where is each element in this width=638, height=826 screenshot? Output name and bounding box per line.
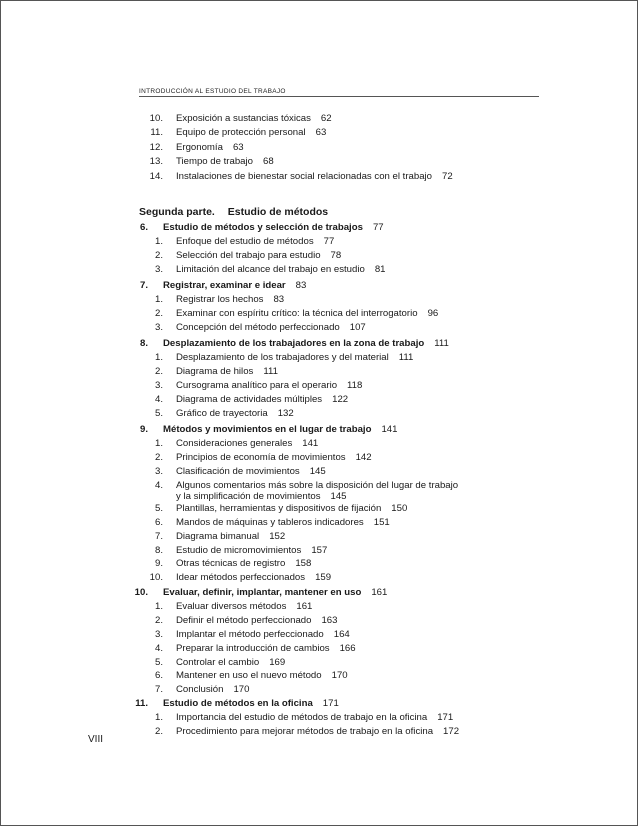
entry-title: Desplazamiento de los trabajadores en la zona de trabajo 111	[163, 338, 449, 349]
entry-page-number: 83	[295, 280, 307, 291]
entry-number: 9.	[154, 558, 163, 570]
entry-title: Evaluar, definir, implantar, mantener en uso 161	[163, 587, 388, 598]
entry-number: 11.	[135, 698, 148, 709]
entry-number: 7.	[154, 530, 163, 542]
entry-page-number: 145	[309, 466, 326, 477]
entry-page-number: 170	[331, 670, 348, 682]
entry-title: Controlar el cambio 169	[176, 656, 286, 668]
entry-title: Exposición a sustancias tóxicas 62	[176, 113, 332, 124]
entry-title: Diagrama de actividades múltiples 122	[176, 393, 349, 405]
entry-page-number: 141	[381, 424, 398, 435]
entry-number: 1.	[154, 294, 163, 306]
entry-title: Concepción del método perfeccionado 107	[176, 322, 366, 333]
entry-number: 3.	[154, 629, 163, 640]
entry-title: Instalaciones de bienestar social relacionadas con el trabajo 72	[176, 170, 453, 182]
entry-number: 4.	[154, 393, 163, 405]
entry-number: 12.	[149, 141, 163, 153]
entry-title: Diagrama de hilos 111	[176, 366, 278, 378]
entry-number: 2.	[154, 366, 163, 378]
entry-title: Diagrama bimanual 152	[176, 530, 286, 542]
entry-title: Equipo de protección personal 63	[176, 127, 327, 139]
entry-number: 4.	[154, 642, 163, 654]
entry-title: Procedimiento para mejorar métodos de trabajo en la oficina 172	[176, 726, 460, 738]
entry-number: 2.	[154, 615, 163, 627]
entry-page-number: 152	[269, 530, 286, 542]
entry-title: Otras técnicas de registro 158	[176, 558, 312, 570]
entry-number: 10.	[134, 587, 148, 598]
part-heading	[139, 206, 328, 218]
part-title: Estudio de métodos	[227, 206, 329, 218]
entry-title: Examinar con espíritu crítico: la técnica del interrogatorio 96	[176, 308, 439, 320]
entry-page-number: 63	[232, 141, 244, 153]
entry-number: 1.	[154, 352, 163, 364]
entry-page-number: 166	[339, 642, 356, 654]
entry-number: 10.	[149, 572, 163, 584]
entry-title: Estudio de micromovimientos 157	[176, 544, 328, 556]
entry-page-number: 170	[233, 684, 250, 696]
entry-title: Importancia del estudio de métodos de trabajo en la oficina 171	[176, 712, 454, 724]
entry-page-number: 68	[262, 156, 274, 168]
entry-page-number: 78	[330, 250, 342, 262]
entry-page-number: 122	[332, 393, 349, 405]
entry-page-number: 142	[355, 452, 372, 464]
entry-title: Mantener en uso el nuevo método 170	[176, 670, 348, 682]
entry-title: Tiempo de trabajo 68	[176, 156, 274, 168]
entry-page-number: 150	[391, 503, 408, 515]
entry-title: Evaluar diversos métodos 161	[176, 601, 313, 613]
entry-number: 2.	[154, 250, 163, 262]
entry-title: Gráfico de trayectoria 132	[176, 407, 294, 419]
entry-title: Métodos y movimientos en el lugar de trabajo 141	[163, 424, 398, 435]
entry-title: Consideraciones generales 141	[176, 438, 319, 450]
entry-number: 1.	[154, 601, 163, 613]
entry-title: Registrar, examinar e idear 83	[163, 280, 307, 291]
entry-title: Implantar el método perfeccionado 164	[176, 629, 350, 640]
entry-number: 13.	[149, 156, 163, 168]
entry-page-number: 81	[374, 264, 386, 275]
entry-title: Mandos de máquinas y tableros indicadores 151	[176, 517, 390, 528]
entry-number: 2.	[154, 308, 163, 320]
entry-title: Plantillas, herramientas y dispositivos de fijación 150	[176, 503, 408, 515]
entry-title: Registrar los hechos 83	[176, 294, 285, 306]
entry-title: Estudio de métodos en la oficina 171	[163, 698, 339, 709]
page-folio: VIII	[88, 734, 104, 745]
entry-number: 3.	[154, 264, 163, 275]
entry-number: 2.	[154, 726, 163, 738]
entry-number: 14.	[149, 170, 163, 182]
entry-page-number: 77	[323, 236, 335, 248]
entry-page-number: 169	[269, 656, 286, 668]
entry-title: Enfoque del estudio de métodos 77	[176, 236, 335, 248]
entry-title: Preparar la introducción de cambios 166	[176, 642, 356, 654]
entry-page-number: 96	[427, 308, 439, 320]
entry-page-number: 111	[398, 352, 414, 364]
entry-title: Estudio de métodos y selección de trabajos 77	[163, 222, 384, 233]
entry-number: 6.	[154, 517, 163, 528]
entry-title: Conclusión 170	[176, 684, 250, 696]
entry-title: y la simplificación de movimientos 145	[176, 490, 347, 502]
entry-page-number: 111	[263, 366, 278, 378]
entry-page-number: 63	[315, 127, 327, 139]
entry-page-number: 163	[321, 615, 338, 627]
entry-title: Clasificación de movimientos 145	[176, 466, 326, 477]
entry-page-number: 158	[295, 558, 312, 570]
entry-page-number: 164	[333, 629, 350, 640]
entry-number: 1.	[154, 236, 163, 248]
entry-title: Ergonomía 63	[176, 141, 244, 153]
entry-number: 2.	[154, 452, 163, 464]
entry-page-number: 83	[273, 294, 285, 306]
entry-title: Idear métodos perfeccionados 159	[176, 572, 332, 584]
entry-page-number: 151	[373, 517, 390, 528]
entry-page-number: 62	[320, 113, 332, 124]
entry-title: Limitación del alcance del trabajo en estudio 81	[176, 264, 386, 275]
entry-title: Cursograma analítico para el operario 118	[176, 380, 363, 391]
entry-number: 11.	[150, 127, 163, 139]
entry-page-number: 171	[437, 712, 454, 724]
entry-number: 8.	[154, 544, 163, 556]
entry-number: 5.	[154, 656, 163, 668]
entry-number: 6.	[154, 670, 163, 682]
entry-title: Desplazamiento de los trabajadores y del material 111	[176, 352, 414, 364]
entry-number: 5.	[154, 503, 163, 515]
entry-number: 10.	[149, 113, 163, 124]
running-header: INTRODUCCIÓN AL ESTUDIO DEL TRABAJO	[139, 88, 539, 97]
entry-page-number: 77	[372, 222, 384, 233]
entry-page-number: 141	[302, 438, 319, 450]
entry-page-number: 132	[277, 407, 294, 419]
entry-page-number: 161	[371, 587, 388, 598]
entry-number: 7.	[154, 684, 163, 696]
entry-number: 3.	[154, 380, 163, 391]
part-label: Segunda parte.	[139, 206, 215, 218]
entry-number: 8.	[139, 338, 148, 349]
entry-page-number: 145	[330, 490, 347, 502]
entry-page-number: 72	[442, 170, 453, 182]
entry-page-number: 157	[311, 544, 328, 556]
entry-number: 9.	[139, 424, 148, 435]
entry-title: Principios de economía de movimientos 142	[176, 452, 372, 464]
entry-title: Algunos comentarios más sobre la disposición del lugar de trabajo	[176, 479, 459, 491]
entry-number: 3.	[154, 322, 163, 333]
entry-number: 1.	[154, 438, 163, 450]
entry-page-number: 171	[322, 698, 339, 709]
entry-number: 5.	[154, 407, 163, 419]
entry-page-number: 107	[349, 322, 366, 333]
entry-page-number: 159	[315, 572, 332, 584]
entry-title: Selección del trabajo para estudio 78	[176, 250, 342, 262]
entry-page-number: 172	[443, 726, 460, 738]
entry-number: 4.	[154, 479, 163, 491]
entry-number: 6.	[139, 222, 148, 233]
entry-number: 7.	[139, 280, 148, 291]
entry-page-number: 111	[434, 338, 449, 349]
entry-page-number: 161	[296, 601, 313, 613]
entry-number: 3.	[154, 466, 163, 477]
entry-number: 1.	[154, 712, 163, 724]
entry-title: Definir el método perfeccionado 163	[176, 615, 338, 627]
entry-page-number: 118	[347, 380, 363, 391]
